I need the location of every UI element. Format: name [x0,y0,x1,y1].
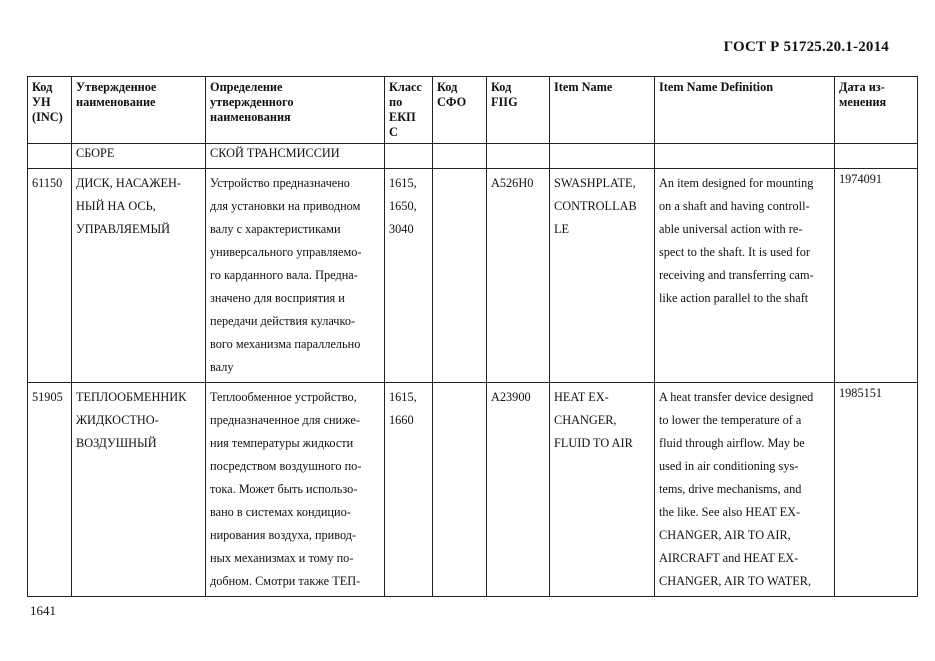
cell-code: 61150 [28,169,72,383]
cell-item-definition: A heat transfer device designed to lower the temperature of a fluid through airflow. May be used in air conditioning sys- tems, drive mechanisms, and the like. See also HEAT EX- CHANGER, AIR TO AIR, AIRCRAFT and HEAT EX- CHANGER, AIR TO WATER, [655,383,835,597]
cell-name: СБОРЕ [72,144,206,169]
page-number: 1641 [30,603,56,618]
cell-fiig: A526H0 [487,169,550,383]
cell-item-definition: An item designed for mounting on a shaft and having controll- able universal action with re- spect to the shaft. It is used for receiving and transferring cam- like action parallel to the shaft [655,169,835,383]
cell-definition: Теплообменное устройство, предназначенное для сниже- ния температуры жидкости посредством воздушного по- тока. Может быть использо- вано в системах кондицио- нирования воздуха, привод- ных механизмах и тому по- добном. Смотри также ТЕП- [206,383,385,597]
cell-fiig: A23900 [487,383,550,597]
cell-class [385,144,433,169]
col-header-inc-code: Код УН (INC) [28,77,72,144]
col-header-sfo-code: Код СФО [433,77,487,144]
cell-sfo [433,144,487,169]
cell-date: 1974091 [835,169,918,383]
cell-date [835,144,918,169]
cell-sfo [433,383,487,597]
cell-item-name: HEAT EX- CHANGER, FLUID TO AIR [550,383,655,597]
cell-code: 51905 [28,383,72,597]
table-row-continuation [28,144,918,169]
col-header-change-date: Дата из- менения [835,77,918,144]
col-header-item-definition: Item Name Definition [655,77,835,144]
table-row [28,383,918,597]
cell-fiig [487,144,550,169]
cell-class: 1615, 1660 [385,383,433,597]
col-header-fiig-code: Код FIIG [487,77,550,144]
col-header-class: Класс по ЕКП С [385,77,433,144]
cell-name: ТЕПЛООБМЕННИК ЖИДКОСТНО- ВОЗДУШНЫЙ [72,383,206,597]
cell-item-name: SWASHPLATE, CONTROLLAB LE [550,169,655,383]
cell-definition: СКОЙ ТРАНСМИССИИ [206,144,385,169]
document-code: ГОСТ Р 51725.20.1-2014 [723,39,889,55]
classification-table [27,76,918,597]
cell-date: 1985151 [835,383,918,597]
cell-class: 1615, 1650, 3040 [385,169,433,383]
cell-item-name [550,144,655,169]
col-header-approved-name: Утвержденное наименование [72,77,206,144]
cell-item-definition [655,144,835,169]
cell-sfo [433,169,487,383]
col-header-definition: Определение утвержденного наименования [206,77,385,144]
cell-code [28,144,72,169]
cell-name: ДИСК, НАСАЖЕН- НЫЙ НА ОСЬ, УПРАВЛЯЕМЫЙ [72,169,206,383]
table-row [28,169,918,383]
col-header-item-name: Item Name [550,77,655,144]
cell-definition: Устройство предназначено для установки на приводном валу с характеристиками универсального управляемо- го карданного вала. Предна- значено для восприятия и передачи действия кулачко- вого механизма параллельно валу [206,169,385,383]
table-header-row [28,77,918,144]
